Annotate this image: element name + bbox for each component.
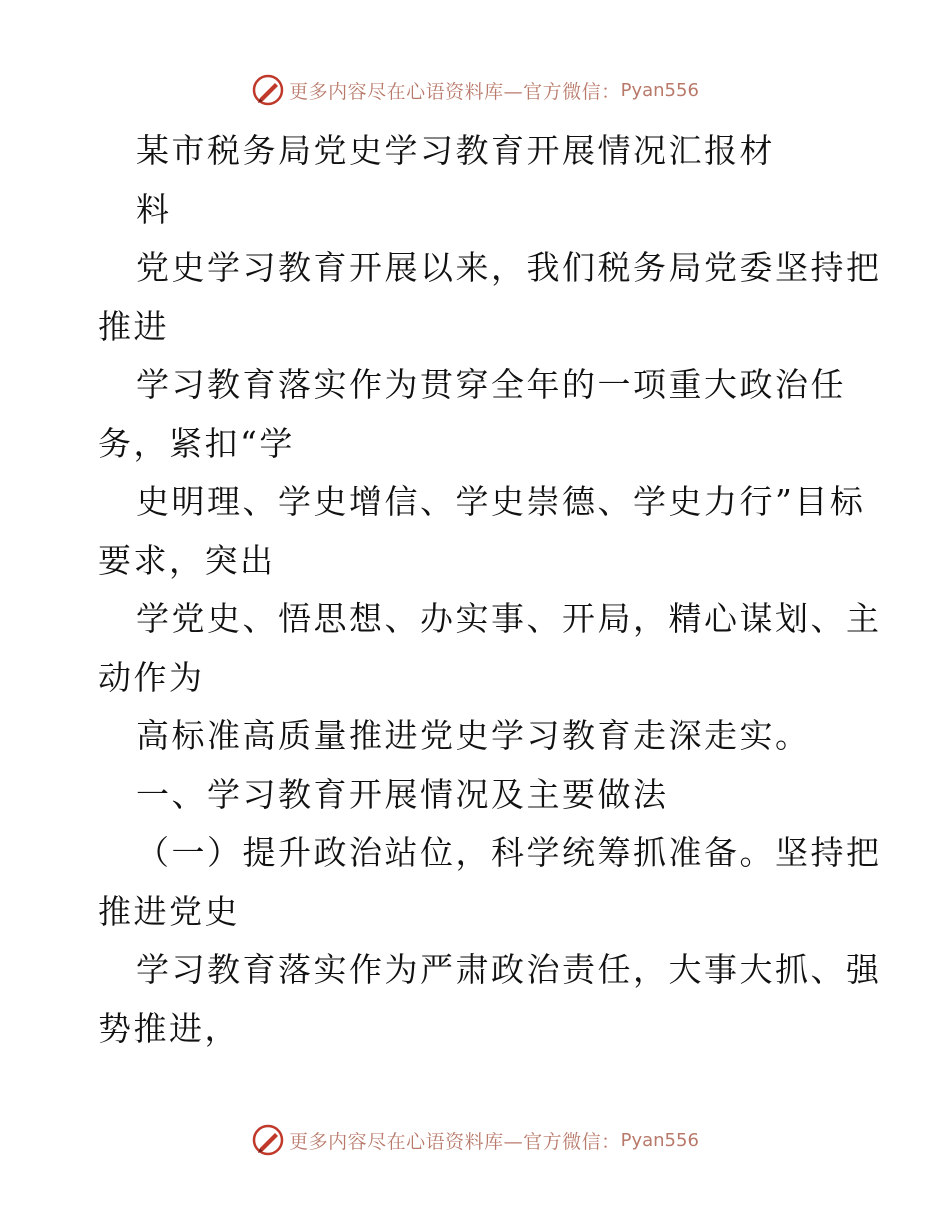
pen-logo-icon — [251, 1123, 285, 1157]
text-line: 高标准高质量推进党史学习教育走深走实。 — [136, 716, 811, 755]
banner-wechat-id: Pyan556 — [620, 1129, 699, 1151]
text-line: 要求，突出 — [98, 540, 276, 580]
text-line: 料 — [136, 189, 172, 229]
text-line: 一、学习教育开展情况及主要做法 — [136, 774, 669, 814]
text-line: 学习教育落实作为严肃政治责任，大事大抓、强 — [136, 950, 882, 989]
footer-banner — [0, 1120, 950, 1160]
pen-logo-icon — [251, 73, 285, 107]
text-line: 务，紧扣“学 — [98, 423, 295, 463]
text-line: （一）提升政治站位，科学统筹抓准备。坚持把 — [136, 833, 882, 872]
text-line: 某市税务局党史学习教育开展情况汇报材 — [136, 131, 775, 170]
text-line: 学党史、悟思想、办实事、开局，精心谋划、主 — [136, 599, 882, 638]
text-line: 势推进， — [98, 1008, 240, 1048]
text-line: 推进 — [98, 306, 169, 346]
text-line: 史明理、学史增信、学史崇德、学史力行”目标 — [136, 482, 866, 521]
text-line: 推进党史 — [98, 891, 240, 931]
text-line: 学习教育落实作为贯穿全年的一项重大政治任 — [136, 365, 846, 404]
banner-text: 更多内容尽在心语资料库—官方微信： — [289, 1130, 621, 1153]
header-banner — [0, 70, 950, 110]
banner-text: 更多内容尽在心语资料库—官方微信： — [289, 80, 621, 103]
text-line: 党史学习教育开展以来，我们税务局党委坚持把 — [136, 248, 882, 287]
text-line: 动作为 — [98, 657, 205, 697]
banner-wechat-id: Pyan556 — [620, 79, 699, 101]
document-body — [98, 122, 882, 1058]
